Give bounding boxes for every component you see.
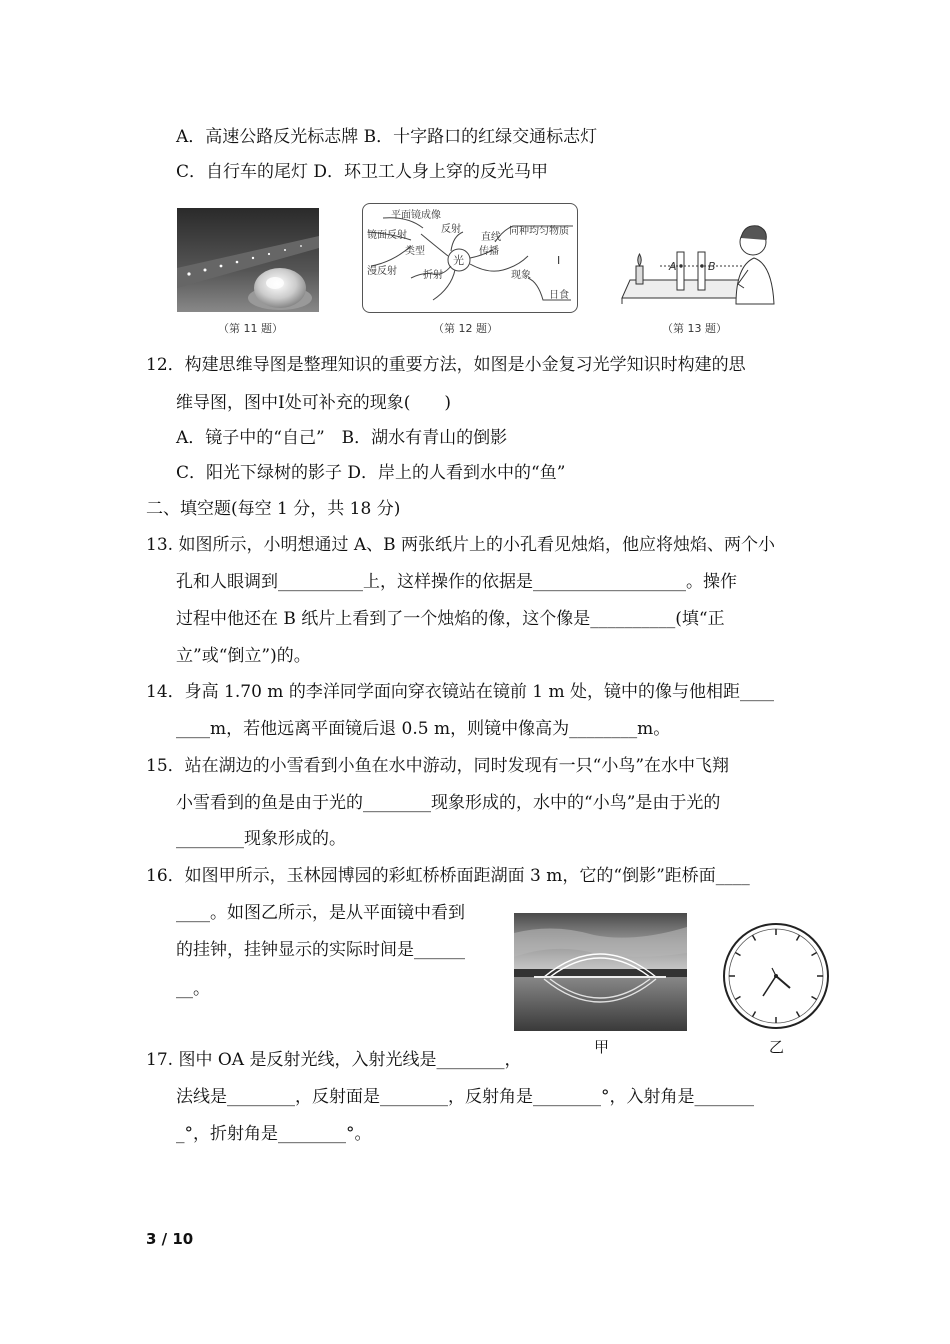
mind-map-node: 现象 [511,270,531,281]
q16-line1: 16．如图甲所示，玉林园博园的彩虹桥桥面距湖面 3 m，它的“倒影”距桥面____ [146,866,750,886]
mind-map-node: 类型 [405,246,425,257]
card-label-b: B [708,260,716,273]
mind-map-node: 传播 [479,246,499,257]
q16-line3: 的挂钟，挂钟显示的实际时间是______ [176,940,465,960]
q12-stem-line1: 12．构建思维导图是整理知识的重要方法，如图是小金复习光学知识时构建的思 [146,355,746,375]
figure-13-caption: （第 13 题） [662,322,727,335]
q17-line1: 17. 图中 OA 是反射光线，入射光线是________， [146,1050,522,1070]
figure-13-pinhole-setup [620,208,780,314]
mind-map-node: 反射 [441,224,461,235]
figure-jia-bridge-photo [514,913,687,1031]
mind-map-node: 同种均匀物质 [509,226,569,237]
q11-options-ab: A．高速公路反光标志牌 B．十字路口的红绿交通标志灯 [176,127,598,147]
q12-options-cd: C．阳光下绿树的影子 D．岸上的人看到水中的“鱼” [176,463,566,483]
q12-options-ab: A．镜子中的“自己” B．湖水有青山的倒影 [176,428,508,448]
mind-map-node: 平面镜成像 [391,210,441,221]
q12-stem-line2: 维导图，图中Ⅰ处可补充的现象( ) [176,393,451,413]
q13-line2: 孔和人眼调到__________上，这样操作的依据是__________________。操作 [176,572,737,592]
q13-line1: 13. 如图所示，小明想通过 A、B 两张纸片上的小孔看见烛焰，他应将烛焰、两个小 [146,535,776,555]
mind-map-center: 光 [453,254,464,267]
mind-map-blank-I: Ⅰ [557,254,561,267]
q17-line3: _°，折射角是________°。 [176,1124,372,1144]
card-label-a: A [669,260,677,273]
mind-map-node: 日食 [549,290,569,301]
q15-line3: ________现象形成的。 [176,829,346,849]
q16-line4: __。 [176,979,210,999]
figure-12-mind-map [362,203,578,313]
q15-line1: 15．站在湖边的小雪看到小鱼在水中游动，同时发现有一只“小鸟”在水中飞翔 [146,756,730,776]
page-number: 3 / 10 [146,1230,194,1248]
mind-map-node: 直线 [481,232,501,243]
section-heading: 二、填空题(每空 1 分，共 18 分) [146,499,401,519]
q13-line3: 过程中他还在 B 纸片上看到了一个烛焰的像，这个像是__________(填“正 [176,609,725,629]
figure-11-road-reflector [177,208,319,312]
q11-options-cd: C．自行车的尾灯 D．环卫工人身上穿的反光马甲 [176,162,549,182]
q15-line2: 小雪看到的鱼是由于光的________现象形成的，水中的“小鸟”是由于光的 [176,793,721,813]
figure-jia-caption: 甲 [594,1038,610,1056]
q14-line1: 14．身高 1.70 m 的李洋同学面向穿衣镜站在镜前 1 m 处，镜中的像与他相距____ [146,682,774,702]
figure-11-caption: （第 11 题） [218,322,283,335]
q13-line4: 立”或“倒立”)的。 [176,646,311,666]
q14-line2: ____m，若他远离平面镜后退 0.5 m，则镜中像高为________m。 [176,719,671,739]
figure-13-drawing [620,208,780,314]
mind-map-node: 漫反射 [367,266,397,277]
figure-yi-caption: 乙 [769,1038,785,1056]
figure-12-caption: （第 12 题） [433,322,498,335]
mind-map-node: 镜面反射 [367,230,407,241]
mind-map-node: 折射 [423,270,443,281]
figure-yi-clock [720,920,832,1032]
q17-line2: 法线是________，反射面是________，反射角是________°，入射角是_______ [176,1087,754,1107]
q16-line2: ____。如图乙所示，是从平面镜中看到 [176,903,465,923]
